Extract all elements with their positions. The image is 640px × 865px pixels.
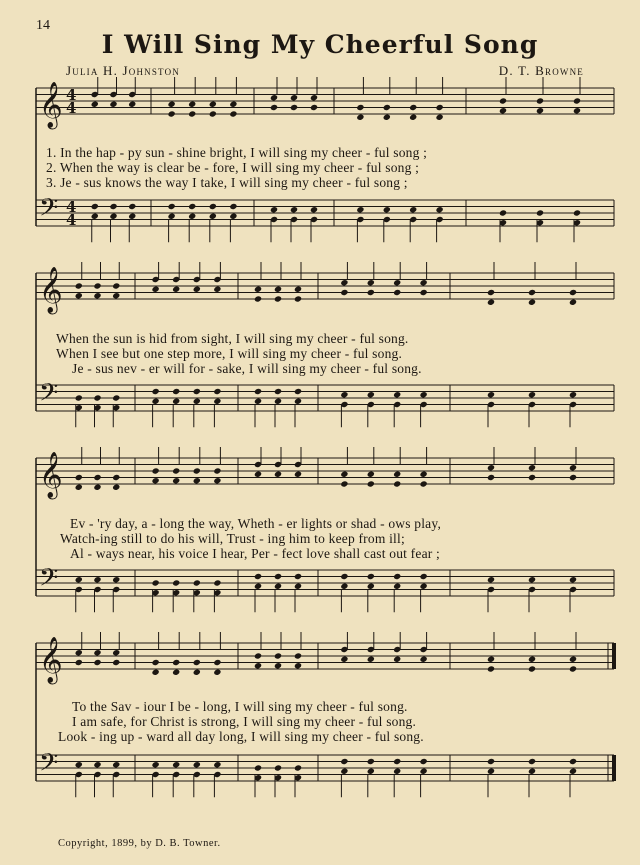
note-head [528, 474, 536, 481]
note-head [91, 101, 99, 108]
note-head [409, 104, 417, 111]
note-head [193, 659, 201, 666]
note-head [528, 576, 536, 583]
note-head [356, 114, 364, 121]
note-head [270, 104, 278, 111]
note-head [109, 101, 117, 108]
note-head [93, 659, 101, 666]
author-credit: Julia H. Johnston [66, 63, 180, 78]
note-head [112, 282, 120, 289]
note-head [569, 758, 577, 765]
note-head [112, 659, 120, 666]
note-head [168, 101, 176, 108]
lyric-line: 2. When the way is clear be - fore, I will sing my cheer - ful song ; [46, 160, 420, 175]
note-head [193, 286, 201, 293]
note-head [112, 394, 120, 401]
bass-clef-icon: 𝄢 [39, 378, 59, 414]
lyric-line: Je - sus nev - er will for - sake, I will sing my cheer - ful song. [72, 361, 422, 376]
note-head [409, 114, 417, 121]
note-head [367, 471, 375, 478]
note-head [152, 579, 160, 586]
note-head [420, 573, 428, 580]
note-head [93, 484, 101, 491]
note-head [213, 579, 221, 586]
note-head [93, 576, 101, 583]
note-head [487, 391, 495, 398]
note-head [254, 652, 262, 659]
note-head [383, 114, 391, 121]
note-head [193, 467, 201, 474]
note-head [209, 213, 217, 220]
note-head [393, 279, 401, 286]
note-head [393, 480, 401, 487]
note-head [340, 768, 348, 775]
time-signature-top: 4 [66, 198, 77, 216]
copyright-notice: Copyright, 1899, by D. B. Towner. [58, 838, 221, 849]
note-head [393, 758, 401, 765]
note-head [112, 292, 120, 299]
note-head [152, 477, 160, 484]
note-head [367, 768, 375, 775]
note-head [152, 467, 160, 474]
note-head [487, 474, 495, 481]
note-head [213, 761, 221, 768]
note-head [436, 206, 444, 213]
note-head [294, 583, 302, 590]
note-head [188, 101, 196, 108]
note-head [254, 398, 262, 405]
lyric-line: Look - ing up - ward all day long, I will sing my cheer - ful song. [58, 729, 424, 744]
note-head [274, 471, 282, 478]
note-head [172, 477, 180, 484]
treble-clef-icon: 𝄞 [39, 82, 63, 128]
note-head [367, 480, 375, 487]
note-head [569, 474, 577, 481]
note-head [569, 768, 577, 775]
note-head [274, 398, 282, 405]
note-head [573, 107, 581, 114]
note-head [294, 573, 302, 580]
note-head [487, 656, 495, 663]
note-head [569, 464, 577, 471]
note-head [528, 665, 536, 672]
lyric-line: When the sun is hid from sight, I will sing my cheer - ful song. [56, 331, 409, 346]
note-head [274, 295, 282, 302]
note-head [310, 104, 318, 111]
note-head [152, 398, 160, 405]
note-head [172, 761, 180, 768]
note-head [193, 388, 201, 395]
note-head [254, 764, 262, 771]
note-head [367, 289, 375, 296]
note-head [340, 656, 348, 663]
note-head [487, 464, 495, 471]
note-head [274, 652, 282, 659]
note-head [367, 573, 375, 580]
note-head [436, 114, 444, 121]
note-head [528, 299, 536, 306]
note-head [487, 576, 495, 583]
time-signature-bottom: 4 [66, 211, 77, 229]
note-head [112, 484, 120, 491]
note-head [294, 662, 302, 669]
bass-clef-icon: 𝄢 [39, 748, 59, 784]
note-head [420, 480, 428, 487]
note-head [393, 583, 401, 590]
note-head [393, 391, 401, 398]
note-head [294, 398, 302, 405]
note-head [254, 662, 262, 669]
note-head [420, 758, 428, 765]
note-head [229, 203, 237, 210]
note-head [573, 209, 581, 216]
note-head [356, 206, 364, 213]
note-head [393, 768, 401, 775]
note-head [294, 471, 302, 478]
note-head [294, 652, 302, 659]
page-number: 14 [36, 18, 50, 33]
note-head [112, 474, 120, 481]
note-head [213, 669, 221, 676]
note-head [528, 391, 536, 398]
note-head [75, 649, 83, 656]
note-head [254, 286, 262, 293]
note-head [128, 203, 136, 210]
note-head [75, 282, 83, 289]
note-head [128, 101, 136, 108]
note-head [499, 107, 507, 114]
note-head [294, 764, 302, 771]
note-head [188, 110, 196, 117]
note-head [487, 768, 495, 775]
note-head [383, 104, 391, 111]
note-head [93, 282, 101, 289]
note-head [420, 289, 428, 296]
note-head [254, 295, 262, 302]
note-head [168, 110, 176, 117]
note-head [393, 289, 401, 296]
note-head [172, 659, 180, 666]
note-head [75, 761, 83, 768]
note-head [383, 206, 391, 213]
note-head [91, 213, 99, 220]
note-head [274, 662, 282, 669]
note-head [420, 768, 428, 775]
note-head [75, 484, 83, 491]
hymn-title: I Will Sing My Cheerful Song [101, 30, 539, 59]
note-head [172, 388, 180, 395]
note-head [569, 299, 577, 306]
note-head [93, 292, 101, 299]
note-head [487, 289, 495, 296]
note-head [367, 656, 375, 663]
note-head [172, 467, 180, 474]
note-head [193, 398, 201, 405]
note-head [393, 656, 401, 663]
note-head [213, 467, 221, 474]
note-head [367, 279, 375, 286]
note-head [340, 391, 348, 398]
note-head [340, 583, 348, 590]
note-head [254, 583, 262, 590]
note-head [112, 576, 120, 583]
lyric-line: Watch-ing still to do his will, Trust - ing him to keep from ill; [60, 531, 405, 546]
note-head [213, 659, 221, 666]
note-head [340, 471, 348, 478]
note-head [270, 94, 278, 101]
note-head [229, 110, 237, 117]
note-head [188, 213, 196, 220]
note-head [420, 391, 428, 398]
note-head [209, 101, 217, 108]
note-head [367, 583, 375, 590]
note-head [393, 471, 401, 478]
note-head [290, 206, 298, 213]
note-head [528, 656, 536, 663]
note-head [569, 391, 577, 398]
note-head [274, 286, 282, 293]
note-head [393, 573, 401, 580]
note-head [213, 477, 221, 484]
note-head [569, 665, 577, 672]
note-head [229, 213, 237, 220]
treble-clef-icon: 𝄞 [39, 452, 63, 498]
note-head [487, 758, 495, 765]
note-head [168, 213, 176, 220]
composer-credit: D. T. Browne [498, 63, 584, 78]
note-head [109, 203, 117, 210]
note-head [93, 474, 101, 481]
note-head [528, 464, 536, 471]
note-head [193, 761, 201, 768]
treble-clef-icon: 𝄞 [39, 637, 63, 683]
bass-clef-icon: 𝄢 [39, 563, 59, 599]
time-signature-bottom: 4 [66, 99, 77, 117]
note-head [213, 286, 221, 293]
note-head [569, 289, 577, 296]
note-head [172, 398, 180, 405]
lyric-line: Ev - 'ry day, a - long the way, Wheth - er lights or shad - ows play, [70, 516, 442, 531]
note-head [528, 289, 536, 296]
note-head [420, 471, 428, 478]
note-head [420, 583, 428, 590]
note-head [112, 649, 120, 656]
note-head [356, 104, 364, 111]
note-head [152, 286, 160, 293]
note-head [213, 398, 221, 405]
note-head [75, 394, 83, 401]
lyric-line: To the Sav - iour I be - long, I will sing my cheer - ful song. [72, 699, 408, 714]
lyric-line: Al - ways near, his voice I hear, Per - fect love shall cast out fear ; [70, 546, 440, 561]
note-head [93, 761, 101, 768]
note-head [270, 206, 278, 213]
time-signature-top: 4 [66, 86, 77, 104]
note-head [569, 576, 577, 583]
note-head [75, 659, 83, 666]
note-head [290, 94, 298, 101]
note-head [274, 583, 282, 590]
note-head [254, 573, 262, 580]
note-head [75, 474, 83, 481]
lyric-line: 3. Je - sus knows the way I take, I will sing my cheer - ful song ; [46, 175, 408, 190]
note-head [254, 471, 262, 478]
note-head [152, 659, 160, 666]
note-head [172, 669, 180, 676]
bass-clef-icon: 𝄢 [39, 193, 59, 229]
note-head [340, 289, 348, 296]
note-head [172, 579, 180, 586]
note-head [168, 203, 176, 210]
note-head [528, 758, 536, 765]
lyric-line: When I see but one step more, I will sing my cheer - ful song. [56, 346, 403, 361]
note-head [536, 209, 544, 216]
note-head [340, 279, 348, 286]
note-head [193, 579, 201, 586]
note-head [340, 758, 348, 765]
note-head [340, 573, 348, 580]
note-head [213, 388, 221, 395]
note-head [91, 203, 99, 210]
note-head [367, 758, 375, 765]
note-head [436, 104, 444, 111]
note-head [409, 206, 417, 213]
note-head [75, 292, 83, 299]
note-head [420, 279, 428, 286]
note-head [367, 391, 375, 398]
note-head [290, 104, 298, 111]
note-head [294, 388, 302, 395]
note-head [152, 761, 160, 768]
note-head [420, 656, 428, 663]
note-head [573, 97, 581, 104]
note-head [209, 203, 217, 210]
note-head [340, 480, 348, 487]
note-head [487, 665, 495, 672]
note-head [487, 299, 495, 306]
note-head [152, 669, 160, 676]
note-head [193, 477, 201, 484]
note-head [499, 97, 507, 104]
note-head [209, 110, 217, 117]
note-head [536, 97, 544, 104]
note-head [294, 295, 302, 302]
note-head [499, 209, 507, 216]
lyric-line: 1. In the hap - py sun - shine bright, I will sing my cheer - ful song ; [46, 145, 428, 160]
note-head [229, 101, 237, 108]
note-head [93, 649, 101, 656]
note-head [274, 573, 282, 580]
note-head [254, 388, 262, 395]
note-head [75, 576, 83, 583]
note-head [188, 203, 196, 210]
note-head [569, 656, 577, 663]
note-head [128, 213, 136, 220]
note-head [152, 388, 160, 395]
note-head [536, 107, 544, 114]
note-head [112, 761, 120, 768]
lyric-line: I am safe, for Christ is strong, I will sing my cheer - ful song. [72, 714, 417, 729]
treble-clef-icon: 𝄞 [39, 267, 63, 313]
note-head [310, 206, 318, 213]
note-head [172, 286, 180, 293]
note-head [109, 213, 117, 220]
note-head [294, 286, 302, 293]
note-head [193, 669, 201, 676]
note-head [274, 388, 282, 395]
note-head [93, 394, 101, 401]
note-head [310, 94, 318, 101]
note-head [528, 768, 536, 775]
note-head [274, 764, 282, 771]
